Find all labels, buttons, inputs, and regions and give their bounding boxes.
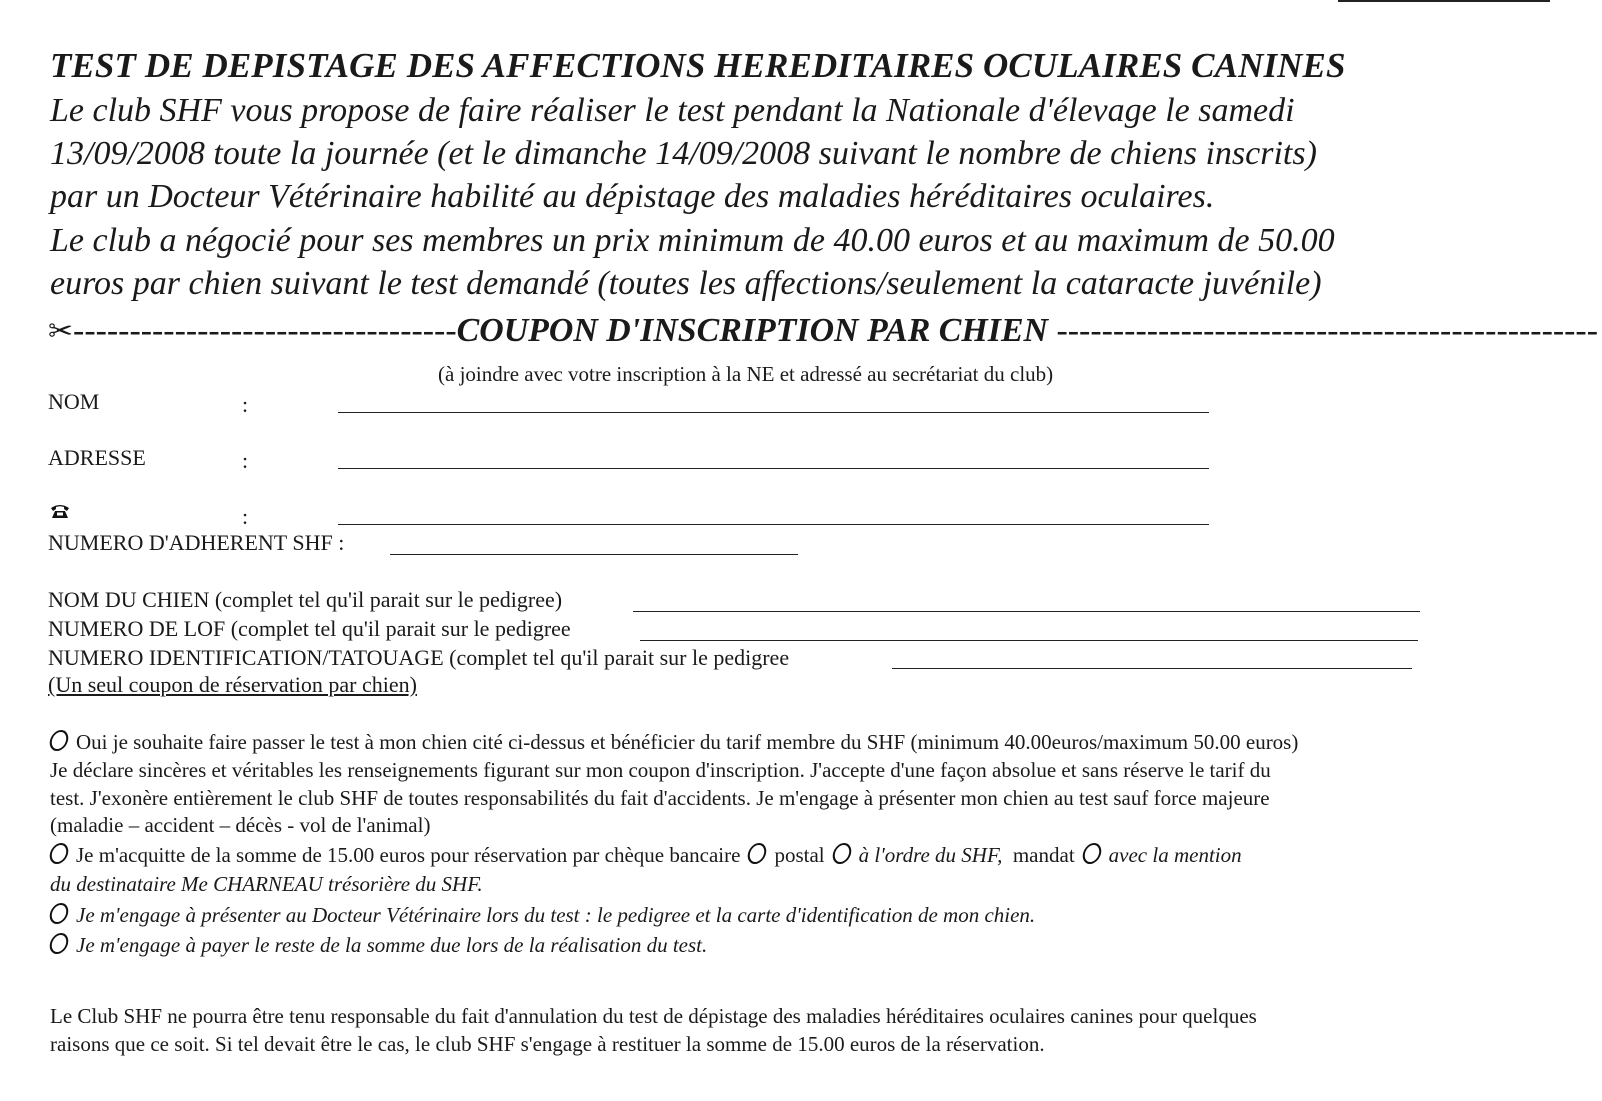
- coupon-note: (à joindre avec votre inscription à la NE et adressé au secrétariat du club): [438, 362, 1054, 386]
- scissors-icon: ✂: [48, 315, 74, 348]
- coupon-heading-row: [48, 312, 1598, 350]
- payment-rest-radio[interactable]: [48, 933, 70, 954]
- intro-line-4: Le club a négocié pour ses membres un prix minimum de 40.00 euros et au maximum de 50.00: [50, 222, 1335, 259]
- engagement-text-1: Je m'engage à présenter au Docteur Vétérinaire lors du test : le pedigree et la carte d'identification de mon chien.: [76, 903, 1036, 927]
- cheque-radio[interactable]: [48, 843, 70, 864]
- mention-radio[interactable]: [1080, 843, 1102, 864]
- declaration-line-4: (maladie – accident – décès - vol de l'animal): [50, 813, 431, 837]
- oui-radio[interactable]: [48, 730, 70, 751]
- dashes-left: ----------------------------------: [73, 312, 457, 349]
- engagement-text-2: Je m'engage à payer le reste de la somme due lors de la réalisation du test.: [76, 933, 708, 957]
- intro-line-2: 13/09/2008 toute la journée (et le dimanche 14/09/2008 suivant le nombre de chiens inscrits): [50, 135, 1317, 172]
- dashes-right: ------------------------------------------------: [1048, 312, 1598, 349]
- declaration-line-1: [50, 730, 1298, 755]
- nom-field-line[interactable]: [338, 412, 1209, 413]
- top-rule: [1338, 0, 1550, 2]
- intro-line-1: Le club SHF vous propose de faire réaliser le test pendant la Nationale d'élevage le samedi: [50, 92, 1295, 129]
- engagement-line-2: [50, 933, 707, 958]
- lof-label: NUMERO DE LOF (complet tel qu'il parait sur le pedigree: [48, 616, 571, 641]
- telephone-icon: [50, 503, 70, 519]
- adresse-label: ADRESSE: [48, 445, 146, 470]
- mandat-label: mandat: [1012, 843, 1075, 867]
- coupon-heading: COUPON D'INSCRIPTION PAR CHIEN: [456, 312, 1049, 349]
- declaration-line-2: Je déclare sincères et véritables les renseignements figurant sur mon coupon d'inscription. J'accepte d'une façon absolue et sans réserve le tarif du: [50, 758, 1271, 782]
- single-coupon-note: (Un seul coupon de réservation par chien): [48, 672, 417, 697]
- adresse-field-line[interactable]: [338, 468, 1209, 469]
- oui-text: Oui je souhaite faire passer le test à mon chien cité ci-dessus et bénéficier du tarif membre du SHF (minimum 40.00euros/maximum 50.00 euros): [76, 730, 1299, 754]
- nom-colon: :: [242, 392, 249, 417]
- declaration-line-3: test. J'exonère entièrement le club SHF de toutes responsabilités du fait d'accidents. Je m'engage à présenter mon chien au test sauf force majeure: [50, 786, 1270, 810]
- telephone-field-line[interactable]: [338, 524, 1209, 525]
- footer-line-1: Le Club SHF ne pourra être tenu responsable du fait d'annulation du test de dépistage des maladies héréditaires oculaires canines pour quelques: [50, 1004, 1257, 1028]
- intro-line-5: euros par chien suivant le test demandé (toutes les affections/seulement la cataracte juvénile): [50, 265, 1322, 302]
- footer-line-2: raisons que ce soit. Si tel devait être le cas, le club SHF s'engage à restituer la somme de 15.00 euros de la réservation.: [50, 1032, 1045, 1056]
- adresse-colon: :: [242, 448, 249, 473]
- intro-line-3: par un Docteur Vétérinaire habilité au dépistage des maladies héréditaires oculaires.: [50, 178, 1215, 215]
- payment-text: Je m'acquitte de la somme de 15.00 euros pour réservation par chèque bancaire: [76, 843, 741, 867]
- page-title: TEST DE DEPISTAGE DES AFFECTIONS HEREDITAIRES OCULAIRES CANINES: [50, 46, 1346, 85]
- postal-label: postal: [774, 843, 825, 867]
- postal-radio[interactable]: [746, 843, 768, 864]
- pedigree-radio[interactable]: [48, 903, 70, 924]
- mention-label: avec la mention: [1108, 843, 1242, 867]
- telephone-colon: :: [242, 504, 249, 529]
- engagement-line-1: [50, 903, 1035, 928]
- adherent-label: NUMERO D'ADHERENT SHF :: [48, 530, 345, 555]
- identification-field-line[interactable]: [892, 668, 1412, 669]
- nom-chien-label: NOM DU CHIEN (complet tel qu'il parait sur le pedigree): [48, 587, 563, 612]
- nom-label: NOM: [48, 389, 100, 414]
- lof-field-line[interactable]: [640, 640, 1418, 641]
- payment-line-1: [50, 843, 1242, 868]
- ordre-label: à l'ordre du SHF,: [858, 843, 1003, 867]
- adherent-field-line[interactable]: [390, 554, 798, 555]
- identification-label: NUMERO IDENTIFICATION/TATOUAGE (complet tel qu'il parait sur le pedigree: [48, 645, 790, 670]
- payment-line-2: du destinataire Me CHARNEAU trésorière du SHF.: [50, 872, 483, 896]
- nom-chien-field-line[interactable]: [633, 611, 1420, 612]
- ordre-radio[interactable]: [830, 843, 852, 864]
